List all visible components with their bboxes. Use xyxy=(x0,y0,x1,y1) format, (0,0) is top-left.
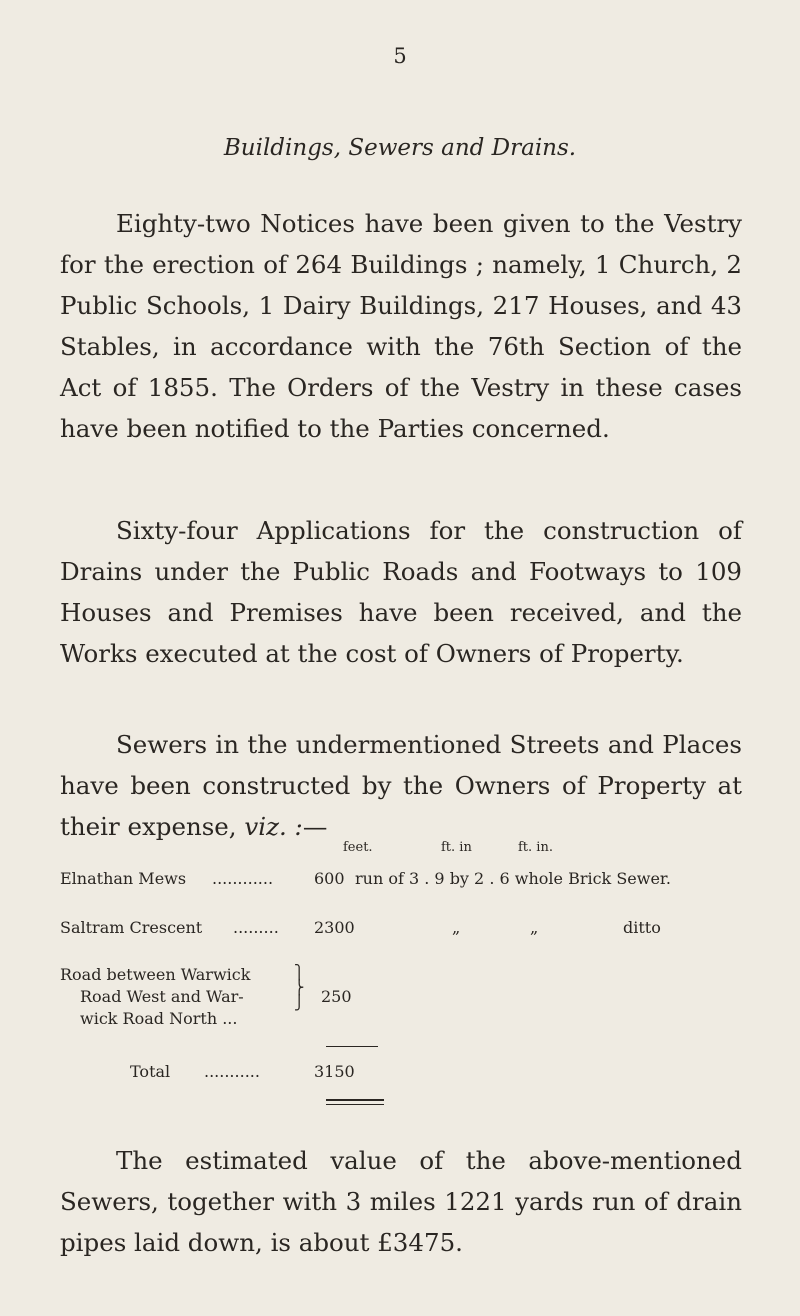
row-1-feet: 600 xyxy=(314,869,345,888)
total-label: Total xyxy=(130,1062,171,1081)
row-3-feet: 250 xyxy=(321,987,352,1006)
row-3-place-line-2: Road West and War- xyxy=(80,987,244,1006)
sewers-intro-text: Sewers in the undermentioned Streets and Places have been constructed by the Owners of Property at their expense, xyxy=(60,730,742,841)
page-number: 5 xyxy=(393,44,407,68)
total-double-rule-top xyxy=(326,1099,384,1101)
total-rule xyxy=(326,1046,378,1047)
section-heading: Buildings, Sewers and Drains. xyxy=(223,135,577,161)
total-double-rule-bottom xyxy=(326,1104,384,1105)
unit-feet: feet. xyxy=(343,840,373,855)
paragraph-building-notices: Eighty-two Notices have been given to the Vestry for the erection of 264 Buildings ; namely, 1 Church, 2 Public Schools, 1 Dairy Buildings, 217 Houses, and 43 Stables, in accordance with the 76th Section of the Act of 1855. The Orders of the Vestry in these cases have been notified to the Parties concerned. xyxy=(60,209,742,443)
paragraph-drain-applications: Sixty-four Applications for the construction of Drains under the Public Roads and Footways to 109 Houses and Premises have been received, and the Works executed at the cost of Owners of Property. xyxy=(60,516,742,668)
total-leaders: ........... xyxy=(204,1062,260,1081)
total-feet: 3150 xyxy=(314,1062,355,1081)
paragraph-sewers-intro xyxy=(60,724,742,847)
unit-ft-in-1: ft. in xyxy=(441,840,472,855)
unit-ft-in-2: ft. in. xyxy=(518,840,553,855)
paragraph-estimated-value: The estimated value of the above-mentioned Sewers, together with 3 miles 1221 yards run of drain pipes laid down, is about £3475. xyxy=(60,1146,742,1257)
row-2-place: Saltram Crescent xyxy=(60,918,203,937)
row-2-leaders: ......... xyxy=(233,918,279,937)
row-1-description: run of 3 . 9 by 2 . 6 whole Brick Sewer. xyxy=(355,869,671,888)
brace-shape: ⎫ ⎬ ⎭ xyxy=(294,965,305,1011)
row-2-ditto-mark-1: „ xyxy=(452,918,461,937)
row-2-description: ditto xyxy=(623,918,661,937)
intro-dash: — xyxy=(302,812,328,841)
row-2-ditto-mark-2: „ xyxy=(530,918,539,937)
row-1-place: Elnathan Mews xyxy=(60,869,187,888)
row-3-place-line-3: wick Road North ... xyxy=(80,1009,238,1028)
row-3-place-line-1: Road between Warwick xyxy=(60,965,251,984)
row-1-leaders: ............ xyxy=(212,869,274,888)
row-2-feet: 2300 xyxy=(314,918,355,937)
viz-abbreviation: viz. : xyxy=(244,812,303,841)
